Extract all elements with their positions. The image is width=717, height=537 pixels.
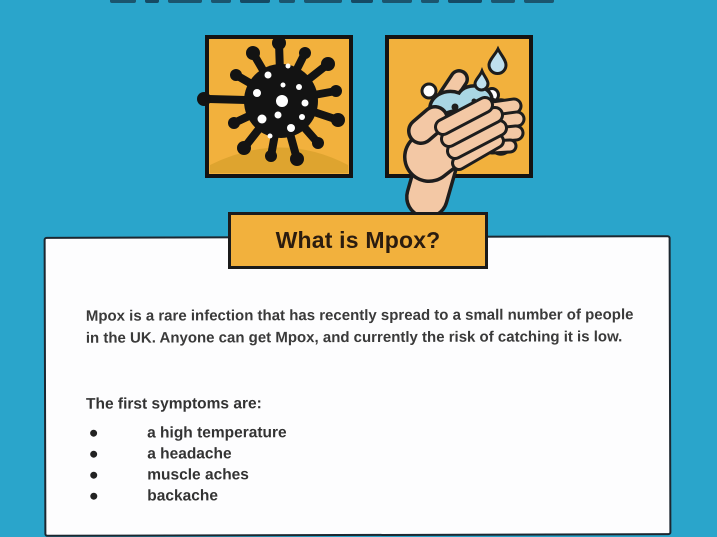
virus-icon: [205, 35, 353, 178]
list-item: [46, 463, 669, 486]
symptom-label: a headache: [147, 444, 232, 463]
bullet-icon: [90, 430, 97, 437]
list-item: [46, 421, 669, 444]
symptom-label: a high temperature: [147, 423, 287, 442]
bullet-icon: [90, 472, 97, 479]
handwash-tile: [385, 35, 533, 203]
page-title: What is Mpox?: [275, 227, 441, 253]
bullet-icon: [90, 493, 97, 500]
content-card: [44, 235, 672, 537]
list-item: [46, 442, 669, 465]
symptom-label: backache: [147, 486, 218, 505]
symptoms-list: [46, 421, 669, 507]
list-item: [46, 484, 669, 507]
handwashing-icon: [385, 35, 533, 203]
bullet-icon: [90, 451, 97, 458]
clipped-title-text: [110, 0, 610, 4]
intro-paragraph: Mpox is a rare infection that has recently spread to a small number of people in the UK. Anyone can get Mpox, and currently the risk of catching it is low.: [85, 306, 634, 347]
symptom-label: muscle aches: [147, 465, 249, 484]
section-heading-box: [228, 212, 488, 269]
virus-tile: [205, 35, 353, 178]
symptoms-heading: The first symptoms are:: [86, 394, 262, 413]
